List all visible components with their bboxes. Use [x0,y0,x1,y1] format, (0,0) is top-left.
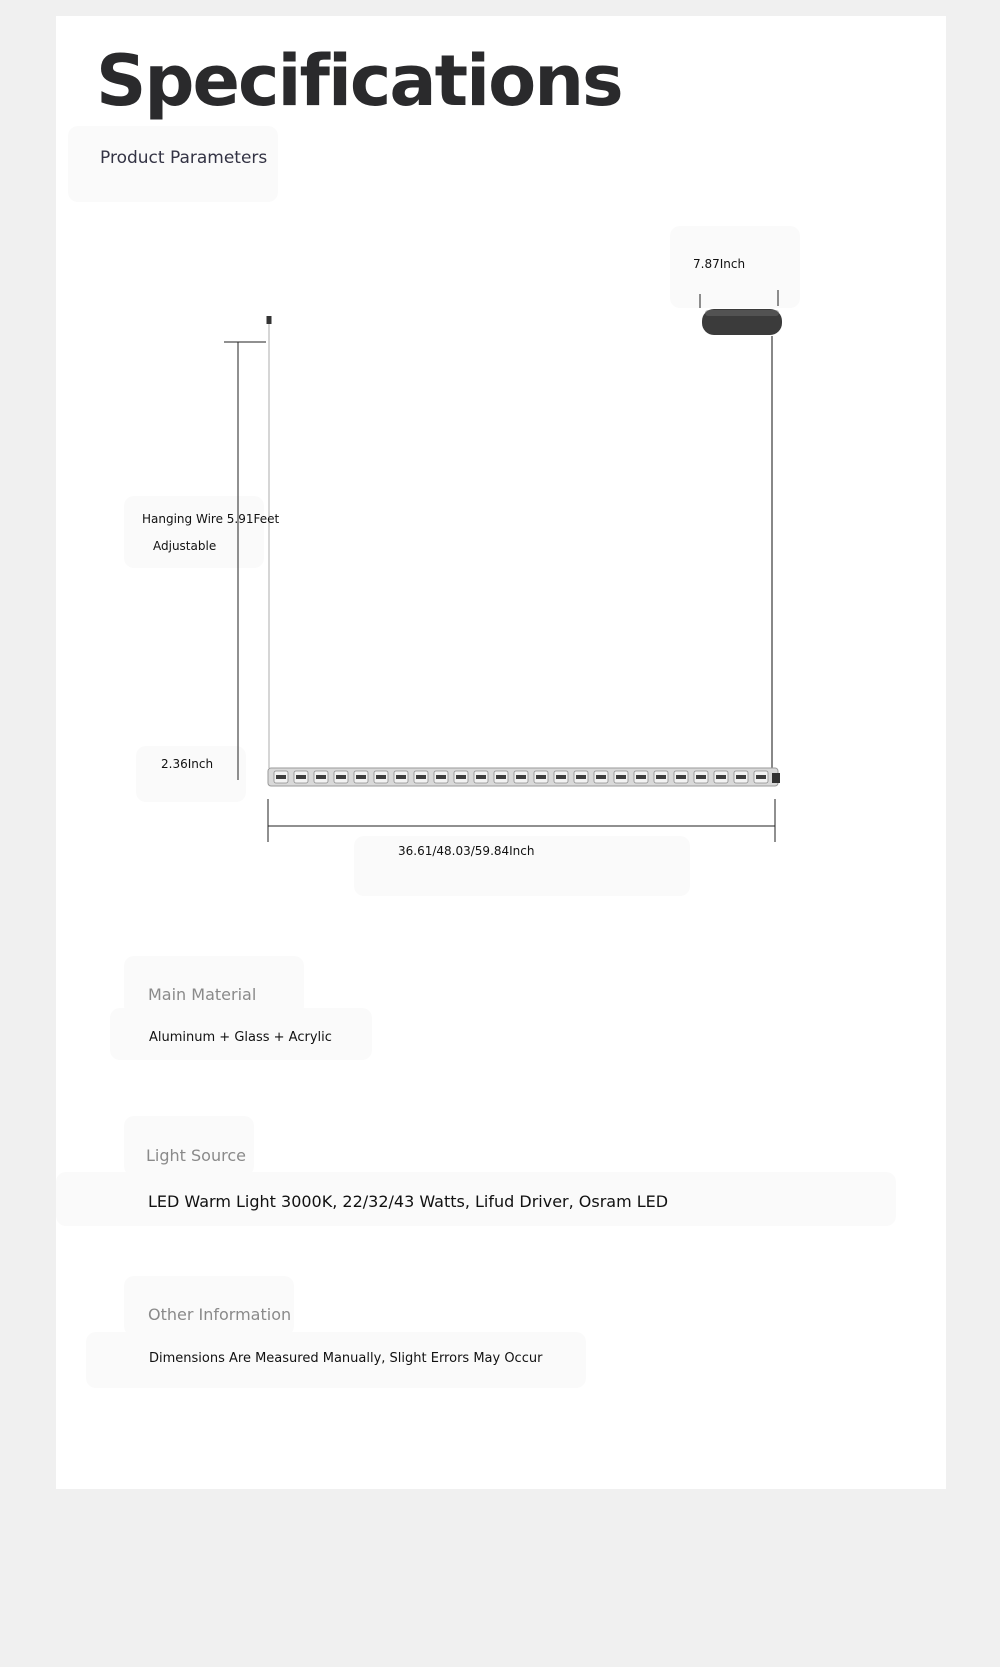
other-info-label: Other Information [148,1305,292,1324]
fixture-led-core [416,775,426,779]
fixture-led-core [556,775,566,779]
hanging-wire-label: Hanging Wire 5.91Feet [142,512,280,526]
fixture-led-core [336,775,346,779]
page-subtitle: Product Parameters [100,148,268,168]
fixture-led-core [676,775,686,779]
fixture-led-core [756,775,766,779]
fixture-drawing [56,16,946,916]
fixture-led-core [456,775,466,779]
fixture-led-core [736,775,746,779]
fixture-led-core [516,775,526,779]
fixture-led-core [716,775,726,779]
canopy-highlight [705,310,779,316]
fixture-led-core [316,775,326,779]
main-material-value: Aluminum + Glass + Acrylic [149,1030,332,1045]
fixture-led-core [396,775,406,779]
fixture-led-core [476,775,486,779]
page-title: Specifications [96,40,622,122]
fixture-end-cap [772,773,780,783]
fixture-led-core [596,775,606,779]
main-material-label: Main Material [148,985,257,1004]
fixture-led-core [616,775,626,779]
fixture-led-core [656,775,666,779]
fixture-led-core [496,775,506,779]
spec-card [56,16,946,1489]
hanging-wire-adjustable-label: Adjustable [153,539,217,553]
fixture-led-core [436,775,446,779]
fixture-led-core [296,775,306,779]
canopy-width-label: 7.87Inch [693,257,746,271]
fixture-led-core [576,775,586,779]
fixture-led-core [356,775,366,779]
wire-cap-left [267,316,272,324]
fixture-led-core [696,775,706,779]
light-source-value: LED Warm Light 3000K, 22/32/43 Watts, Lifud Driver, Osram LED [148,1192,669,1211]
other-info-value: Dimensions Are Measured Manually, Slight Errors May Occur [149,1351,543,1366]
fixture-length-label: 36.61/48.03/59.84Inch [398,844,535,858]
fixture-led-core [276,775,286,779]
fixture-led-core [636,775,646,779]
fixture-led-core [376,775,386,779]
light-source-label: Light Source [146,1146,246,1165]
fixture-height-label: 2.36Inch [161,757,214,771]
fixture-led-core [536,775,546,779]
